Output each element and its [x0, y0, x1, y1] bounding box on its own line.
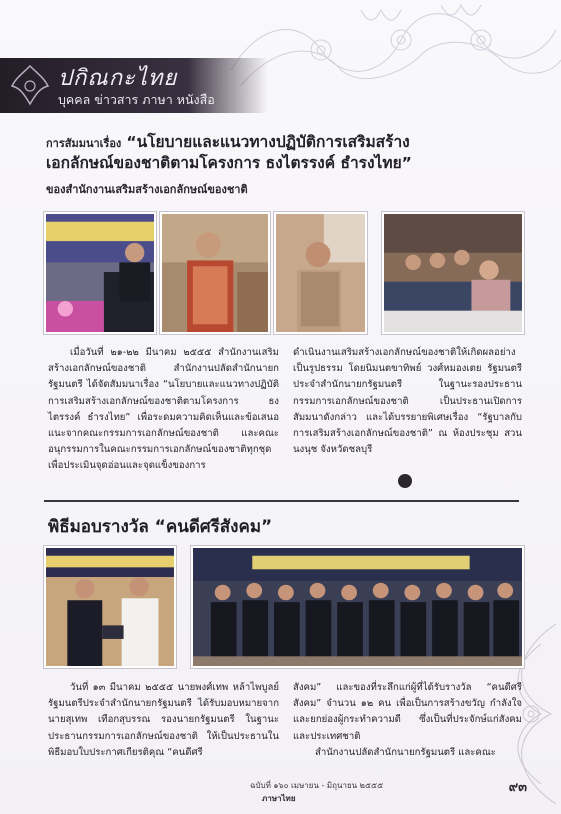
article1-paragraph-cont: ดำเนินงานเสริมสร้างเอกลักษณ์ของชาติให้เกิดผลอย่างเป็นรูปธรรม โดยนิมนตขาทิพย์ วงศ์หมองเตย รัฐมนตรีประจำสำนักนายกรัฐมนตรี ในฐานะรองประธานกรรมการเอกลักษณ์ของชาติ เป็นประธานเปิดการสัมมนาดังกล่าว และได้บรรยายพิเศษเรื่อง “รัฐบาลกับการเสริมสร้างเอกลักษณ์ของชาติ” ณ ห้องประชุม สวนนงนุช จังหวัดชลบุรี [293, 347, 522, 456]
end-mark-icon [398, 474, 412, 488]
magazine-logo: ภาษาไทย [262, 794, 296, 803]
article2-paragraph-cont: สังคม” และของที่ระลึกแก่ผู้ที่ได้รับรางวัล “คนดีศรีสังคม” จำนวน ๑๒ คน เพื่อเป็นการสร้างขวัญ กำลังใจ และยกย่องผู้กระทำความดี ซึ่งเป็นที่ประจักษ์แก่สังคมและประเทศชาติ [293, 682, 522, 742]
photo-group-awardees [191, 546, 524, 668]
article1-paragraph: เมื่อวันที่ ๒๑-๒๒ มีนาคม ๒๕๕๕ สำนักงานเสริมสร้างเอกลักษณ์ของชาติ สำนักงานปลัดสำนักนายกรัฐมนตรี ได้จัดสัมมนาเรื่อง “นโยบายและแนวทางปฏิบัติการเสริมสร้างเอกลักษณ์ของชาติตามโครงการ ธงไตรรงค์ ธำรงไทย” เพื่อระดมความคิดเห็นและข้อเสนอแนะจากคณะกรรมการเอกลักษณ์ของชาติ และคณะอนุกรรมการในคณะกรรมการเอกลักษณ์ของชาติทุกชุด เพื่อประเมินจุดอ่อนและจุดแข็งของการ [48, 347, 279, 472]
photo-man-mic [160, 212, 270, 334]
article2-title: พิธีมอบรางวัล “คนดีศรีสังคม” [48, 517, 273, 537]
article1-prefix: การสัมมนาเรื่อง [46, 137, 122, 150]
thai-emblem-icon [10, 64, 50, 106]
article1-heading [46, 132, 526, 198]
article2-paragraph-2: สำนักงานปลัดสำนักนายกรัฐมนตรี และคณะ [315, 746, 496, 758]
photo-man-speaking [274, 212, 367, 334]
page-number: ๙๓ [508, 780, 527, 795]
article1-org: ของสำนักงานเสริมสร้างเอกลักษณ์ของชาติ [46, 183, 248, 196]
footer-issue: ฉบับที่ ๑๖๐ เมษายน - มิถุนายน ๒๕๕๕ [250, 781, 384, 790]
article1-title-line2: เอกลักษณ์ของชาติตามโครงการ ธงไตรรงค์ ธำรงไทย” [46, 154, 412, 172]
photo-award-handover [44, 546, 176, 668]
article2-paragraph: วันที่ ๑๓ มีนาคม ๒๕๕๕ นายพงศ์เทพ หล้าไพบูลย์ รัฐมนตรีประจำสำนักนายกรัฐมนตรี ได้รับมอบหมายจากนายสุเทพ เทือกสุบรรณ รองนายกรัฐมนตรี ในฐานะประธานกรรมการเอกลักษณ์ของชาติ ให้เป็นประธานในพิธีมอบใบประกาศเกียรติคุณ “คนดีศรี [48, 682, 279, 758]
section-banner [0, 58, 268, 113]
photo-audience [382, 212, 524, 334]
article1-title-line1: “นโยบายและแนวทางปฏิบัติการเสริมสร้าง [126, 133, 410, 151]
article1-column-left [48, 345, 279, 475]
article2-column-left [48, 680, 279, 761]
article2-column-right [293, 680, 522, 761]
article1-column-right [293, 345, 522, 458]
section-divider [44, 500, 519, 502]
thai-ornament-pattern [221, 0, 561, 90]
photo-speaker-podium [44, 212, 156, 334]
section-subtitle: บุคคล ข่าวสาร ภาษา หนังสือ [58, 92, 215, 107]
section-title: ปกิณกะไทย [58, 66, 178, 91]
